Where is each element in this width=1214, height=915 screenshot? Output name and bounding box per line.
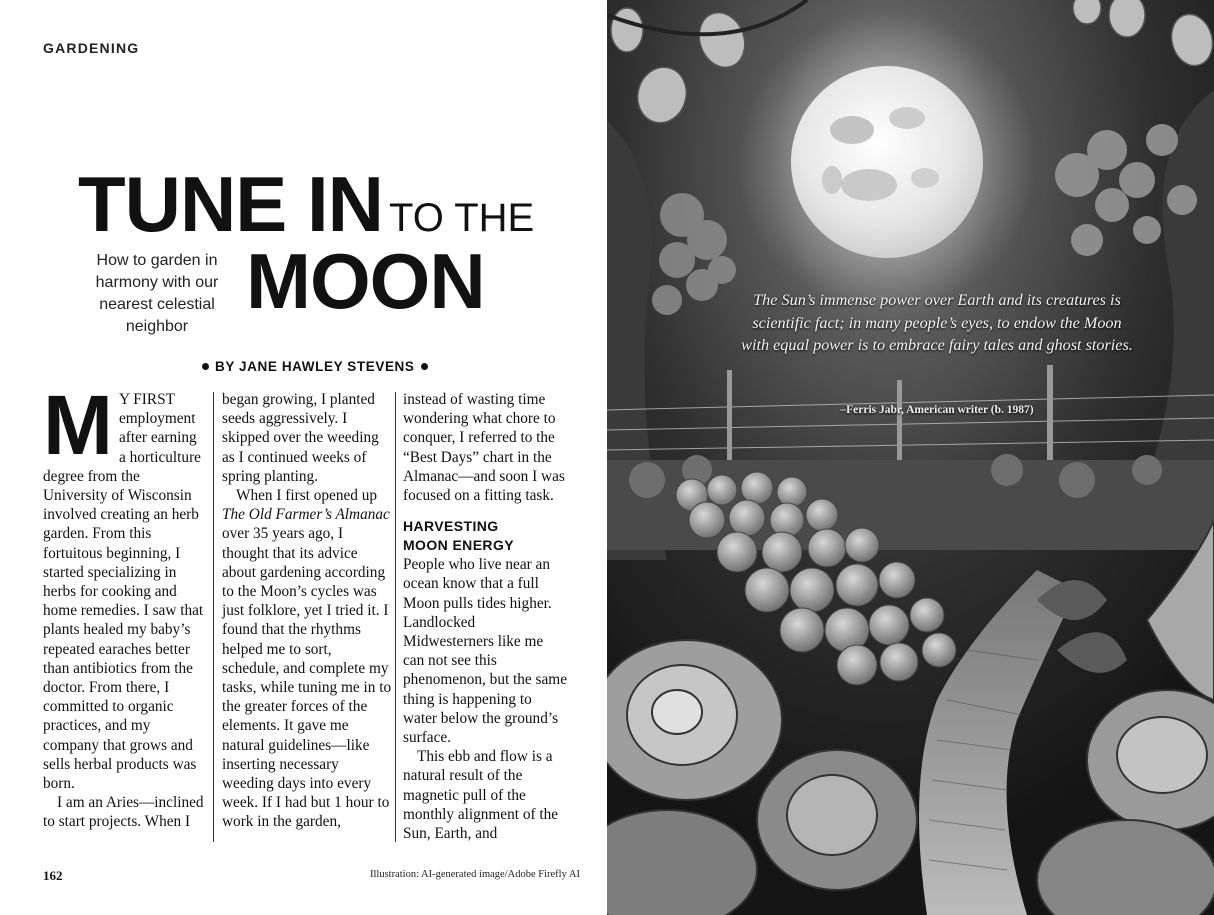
section-label: GARDENING bbox=[43, 40, 140, 56]
headline-line1 bbox=[78, 160, 535, 248]
bullet-icon bbox=[421, 363, 428, 370]
byline-text: BY JANE HAWLEY STEVENS bbox=[215, 359, 415, 374]
subhead-line: HARVESTING bbox=[403, 518, 499, 535]
quote-attribution: –Ferris Jabr, American writer (b. 1987) bbox=[840, 404, 1034, 416]
headline-moon: MOON bbox=[246, 237, 485, 325]
text-run: When I first opened up bbox=[236, 487, 378, 505]
deck-subtitle: How to garden in harmony with our nearest celestial neighbor bbox=[95, 252, 219, 335]
paragraph: began growing, I planted seeds aggressively. I skipped over the weeding as I continued weeks of spring planting. bbox=[222, 391, 379, 485]
paragraph: This ebb and flow is a natural result of the magnetic pull of the monthly alignment of the Sun, Earth, and bbox=[403, 748, 559, 843]
article-column-2 bbox=[222, 390, 392, 832]
article-column-1 bbox=[43, 378, 206, 832]
paragraph bbox=[222, 486, 392, 832]
paragraph: People who live near an ocean know that a full Moon pulls tides higher. Landlocked Midwesterners like me can not see this phenomenon, but the same thing is happening to water below the ground’s surface. bbox=[403, 556, 567, 747]
headline-tune-in: TUNE IN bbox=[78, 160, 383, 248]
headline-to-the: TO THE bbox=[389, 196, 535, 240]
paragraph: I am an Aries—inclined to start projects. When I bbox=[43, 794, 204, 831]
paragraph: Y FIRST employment after earning a horticulture degree from the University of Wisconsin involved creating an herb garden. From this fortuitous beginning, I started specializing in herbs for cooking and home remedies. I saw that plants healed my baby’s repeated earaches better than antibiotics from the doctor. From there, I committed to organic practices, and my company that grows and sells herbal products was born. bbox=[43, 391, 204, 793]
subhead bbox=[403, 517, 568, 555]
paragraph: instead of wasting time wondering what chore to conquer, I referred to the “Best Days” chart in the Almanac—and soon I was focused on a fitting task. bbox=[403, 391, 565, 505]
page-number: 162 bbox=[43, 868, 63, 883]
column-rule bbox=[395, 392, 396, 842]
illustration-credit: Illustration: AI-generated image/Adobe Firefly AI bbox=[370, 869, 580, 880]
moonlit-garden-illustration bbox=[607, 0, 1214, 915]
subhead-line: MOON ENERGY bbox=[403, 537, 514, 554]
pull-quote: The Sun’s immense power over Earth and its creatures is scientific fact; in many people’s eyes, to endow the Moon with equal power is to embrace fairy tales and ghost stories. bbox=[741, 291, 1133, 354]
bullet-icon bbox=[202, 363, 209, 370]
moon bbox=[791, 66, 983, 258]
almanac-title: The Old Farmer’s Almanac bbox=[222, 506, 390, 524]
drop-cap: M bbox=[43, 378, 113, 472]
column-rule bbox=[213, 392, 214, 842]
byline bbox=[196, 359, 434, 374]
text-run: over 35 years ago, I thought that its advice about gardening according to the Moon’s cycles was just folklore, yet I tried it. I found that the rhythms helped me to sort, schedule, and complete my tasks, while tuning me in to the greater forces of the elements. It gave me natural guidelines—like inserting necessary weeding days into every week. If I had but 1 hour to work in the garden, bbox=[222, 525, 392, 831]
illustration-page bbox=[607, 0, 1214, 915]
article-column-3 bbox=[403, 390, 568, 843]
